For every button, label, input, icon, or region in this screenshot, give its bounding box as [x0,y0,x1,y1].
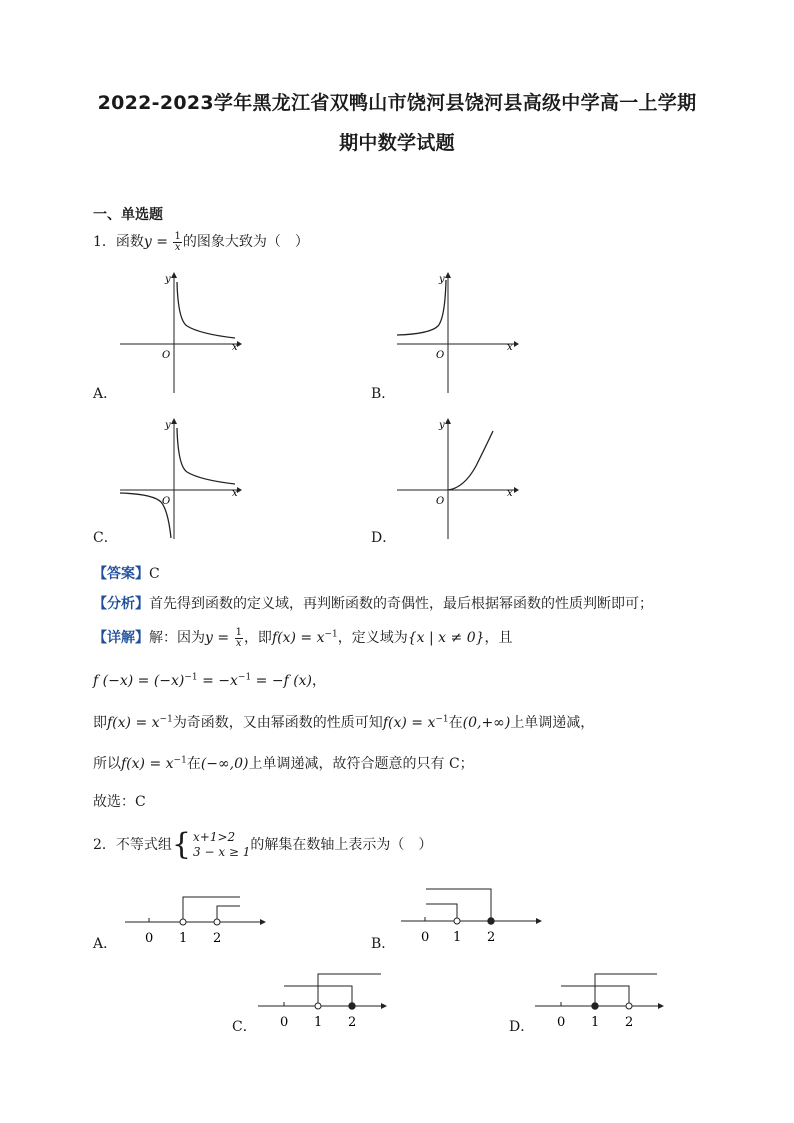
doc-title-line2: 期中数学试题 [339,132,455,154]
x-label: x [232,488,238,499]
detail-line-5: 故选：C [93,794,146,810]
detail-func-eq: = [212,630,234,646]
axis-arrow-icon [658,1003,664,1009]
detail-line-4 [93,753,474,773]
x-label: x [507,342,513,353]
tick-label-1: 1 [453,930,462,945]
open-point-1 [180,919,186,925]
q1-func-eq: = [151,234,173,250]
q1-graph-c [115,414,245,544]
detail-label: 【详解】 [93,630,149,646]
q1-frac-den: x [174,241,181,253]
doc-title-line1: 2022-2023学年黑龙江省双鸭山市饶河县饶河县高级中学高一上学期 [97,92,697,114]
detail-text: 为奇函数，又由幂函数的性质可知 [172,715,383,731]
detail-line-3 [93,712,594,732]
answer-value: C [149,566,160,582]
q1-option-b: B． [371,386,396,402]
detail-math: f (−x) = (−x) [93,673,185,689]
q2-ineq-2: 3 − x ≥ 1 [193,845,251,859]
q1-graph-d [392,414,522,544]
detail-exponent: −1 [184,672,198,683]
ray-left-to-1 [426,904,457,918]
axis-arrow-icon [260,919,266,925]
detail-frac-den: x [235,637,242,649]
detail-frac-num: 1 [235,626,242,638]
origin-label: O [162,350,171,361]
detail-text: 在 [448,715,463,731]
detail-math: f(x) = x [382,715,436,731]
detail-math: = −f (x) [251,673,313,689]
detail-exponent: −1 [435,714,449,725]
tick-label-2: 2 [487,930,496,945]
curve [397,280,446,335]
q1-option-d: D． [371,530,397,546]
y-label: y [165,420,171,431]
q1-fraction [173,232,181,253]
open-point-2 [626,1003,632,1009]
curve [177,282,235,338]
y-axis-arrow-icon [171,418,177,424]
x-label: x [232,342,238,353]
closed-point-2 [488,918,494,924]
x-axis-arrow-icon [514,487,519,493]
x-axis-arrow-icon [514,341,519,347]
tick-label-0: 0 [421,930,430,945]
y-axis-arrow-icon [445,418,451,424]
tick-label-1: 1 [314,1015,323,1030]
q2-option-d: D． [509,1019,535,1035]
detail-text: 上单调递减，故符合题意的只有 C； [248,756,474,772]
open-point-2 [214,919,220,925]
q2-numberline-c [256,966,406,1030]
detail-func-lhs: y [205,630,213,646]
closed-point-1 [592,1003,598,1009]
detail-math: (0,+∞) [462,715,511,731]
tick-label-2: 2 [213,931,222,946]
tick-label-0: 0 [557,1015,566,1030]
q2-system [171,827,251,862]
q2-option-b: B． [371,936,396,952]
detail-text: 在 [186,756,201,772]
axis-arrow-icon [381,1003,387,1009]
tick-label-2: 2 [625,1015,634,1030]
brace-icon: { [171,827,192,862]
x-label: x [507,488,513,499]
q1-frac-num: 1 [174,230,181,242]
tick-label-0: 0 [280,1015,289,1030]
q2-prefix: 2．不等式组 [93,837,172,853]
q1-prefix: 1．函数 [93,234,144,250]
detail-math: f(x) = x [121,756,174,772]
y-axis-arrow-icon [445,272,451,278]
open-point-1 [315,1003,321,1009]
y-axis-arrow-icon [171,272,177,278]
analysis-label: 【分析】 [93,596,149,612]
detail-math: f(x) = x [271,630,325,646]
analysis-text: 首先得到函数的定义域，再判断函数的奇偶性，最后根据幂函数的性质判断即可； [149,596,653,612]
answer-label: 【答案】 [93,566,149,582]
detail-fraction [235,628,243,649]
q1-option-c: C． [93,530,118,546]
origin-label: O [436,350,445,361]
detail-line-1 [93,627,513,649]
x-axis-arrow-icon [237,341,242,347]
ray-right-from-1 [183,897,240,919]
tick-label-1: 1 [179,931,188,946]
analysis-line [93,593,653,613]
q2-numberline-d [533,966,683,1030]
y-label: y [165,274,171,285]
q2-suffix: 的解集在数轴上表示为（ ） [250,837,433,853]
curve-right [177,428,235,484]
q1-graph-b [392,268,522,398]
detail-math: (−∞,0) [200,756,249,772]
detail-exponent: −1 [173,755,187,766]
q2-option-c: C． [232,1019,257,1035]
q1-stem [93,231,309,253]
q2-numberline-a [120,890,270,950]
axis-arrow-icon [536,918,542,924]
open-point-1 [454,918,460,924]
ray-right-from-1 [595,974,657,1003]
detail-text: ，定义域为 [337,630,408,646]
origin-label: O [162,496,171,507]
detail-text: ， [312,673,327,689]
detail-text: ，即 [243,630,272,646]
detail-text: 所以 [93,756,121,772]
closed-point-2 [349,1003,355,1009]
tick-label-0: 0 [145,931,154,946]
detail-text: 解：因为 [149,630,205,646]
q2-numberline-b [396,884,546,946]
q1-option-a: A． [93,386,118,402]
y-label: y [439,420,445,431]
y-label: y [439,274,445,285]
q1-graph-a [115,268,245,398]
x-axis-arrow-icon [237,487,242,493]
tick-label-2: 2 [348,1015,357,1030]
curve [448,431,493,490]
ray-right-from-1 [318,974,381,1003]
q1-suffix: 的图象大致为（ ） [182,234,309,250]
detail-exponent: −1 [324,629,338,640]
origin-label: O [436,496,445,507]
detail-math: = −x [197,673,238,689]
answer-line [93,563,160,583]
detail-math: f(x) = x [107,715,160,731]
q2-option-a: A． [93,936,118,952]
detail-exponent: −1 [237,672,252,683]
detail-line-2 [93,670,326,690]
detail-text: 上单调递减， [510,715,595,731]
tick-label-1: 1 [591,1015,600,1030]
q1-func-lhs: y [143,234,152,250]
q2-ineq-1: x+1>2 [193,830,236,844]
detail-exponent: −1 [159,714,173,725]
detail-text: 即 [93,715,107,731]
q2-stem [93,827,433,862]
detail-math: {x | x ≠ 0} [407,630,485,646]
section-heading: 一、单选题 [93,207,163,223]
ray-right-from-2 [217,906,240,919]
detail-text: ，且 [484,630,513,646]
